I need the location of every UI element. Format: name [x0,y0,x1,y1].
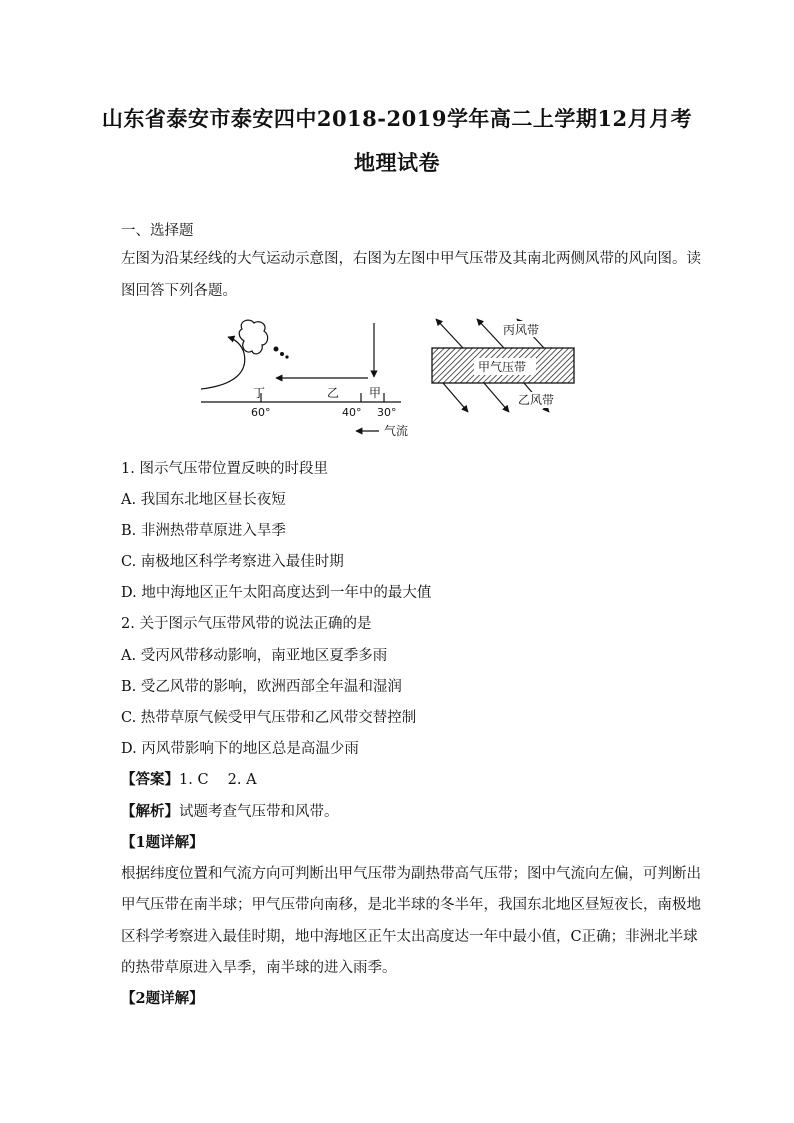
wind-arrow-yi [484,383,509,412]
label-lat-40: 40° [342,406,362,419]
question-2-stem: 2. 关于图示气压带风带的说法正确的是 [121,616,372,632]
label-yi: 乙 [327,386,340,400]
rain-drop-icon [274,347,279,352]
label-lat-30: 30° [377,406,397,419]
rain-drop-icon [285,355,288,358]
label-ding: 丁 [253,386,266,400]
figure-svg [196,313,596,443]
label-bing-wind-belt: 丙风带 [503,323,540,337]
wind-arrow-bing [436,319,463,348]
question-2-option-d: D. 丙风带影响下的地区总是高温少雨 [121,741,359,757]
detail-1-line: 区科学考察进入最佳时期，地中海地区正午太出高度达一年中最小值，C正确；非洲北半球 [121,929,698,945]
analysis-text: 试题考查气压带和风带。 [179,804,339,820]
analysis-label: 【解析】 [121,803,179,820]
detail-1-line: 甲气压带在南半球；甲气压带向南移，是北半球的冬半年，我国东北地区昼短夜长，南极地 [121,897,701,913]
answer-text: 1. C 2. A [179,772,257,788]
intro-line-1: 左图为沿某经线的大气运动示意图，右图为左图中甲气压带及其南北两侧风带的风向图。读 [121,251,701,267]
detail-2-heading: 【2题详解】 [121,990,204,1007]
document-subtitle: 地理试卷 [354,150,440,175]
cloud-icon [239,320,267,354]
label-airflow: 气流 [384,424,409,438]
wind-arrow-bing [477,319,504,348]
question-1-stem: 1. 图示气压带位置反映的时段里 [121,461,328,477]
intro-line-2: 图回答下列各题。 [121,283,237,299]
detail-1-line: 的热带草原进入旱季，南半球的进入雨季。 [121,960,397,976]
detail-1-line: 根据纬度位置和气流方向可判断出甲气压带为副热带高气压带；图中气流向左偏，可判断出 [121,866,701,882]
answer-line [121,768,681,789]
rain-drop-icon [280,352,284,356]
label-jia: 甲 [369,386,382,400]
question-1-option-c: C. 南极地区科学考察进入最佳时期 [121,554,344,570]
question-1-option-b: B. 非洲热带草原进入旱季 [121,523,286,539]
question-1-option-a: A. 我国东北地区昼长夜短 [121,492,286,508]
question-2-option-b: B. 受乙风带的影响，欧洲西部全年温和湿润 [121,679,402,695]
wind-arrow-yi [443,383,468,412]
rising-airflow-arrow [201,337,245,389]
wind-belt-direction-diagram [432,319,574,412]
question-2-option-a: A. 受丙风带移动影响，南亚地区夏季多雨 [121,648,388,664]
label-lat-60: 60° [251,406,271,419]
answer-label: 【答案】 [121,771,179,788]
detail-1-heading: 【1题详解】 [121,834,204,851]
label-jia-pressure-belt: 甲气压带 [478,360,527,374]
section-heading: 一、选择题 [121,223,194,239]
atmospheric-circulation-diagram [201,320,408,438]
pressure-belt-figure [196,313,596,443]
question-1-option-d: D. 地中海地区正午太阳高度达到一年中的最大值 [121,585,432,601]
label-yi-wind-belt: 乙风带 [518,393,555,407]
document-title: 山东省泰安市泰安四中2018-2019学年高二上学期12月月考 [101,106,693,131]
question-2-option-c: C. 热带草原气候受甲气压带和乙风带交替控制 [121,710,417,726]
analysis-line [121,800,681,821]
